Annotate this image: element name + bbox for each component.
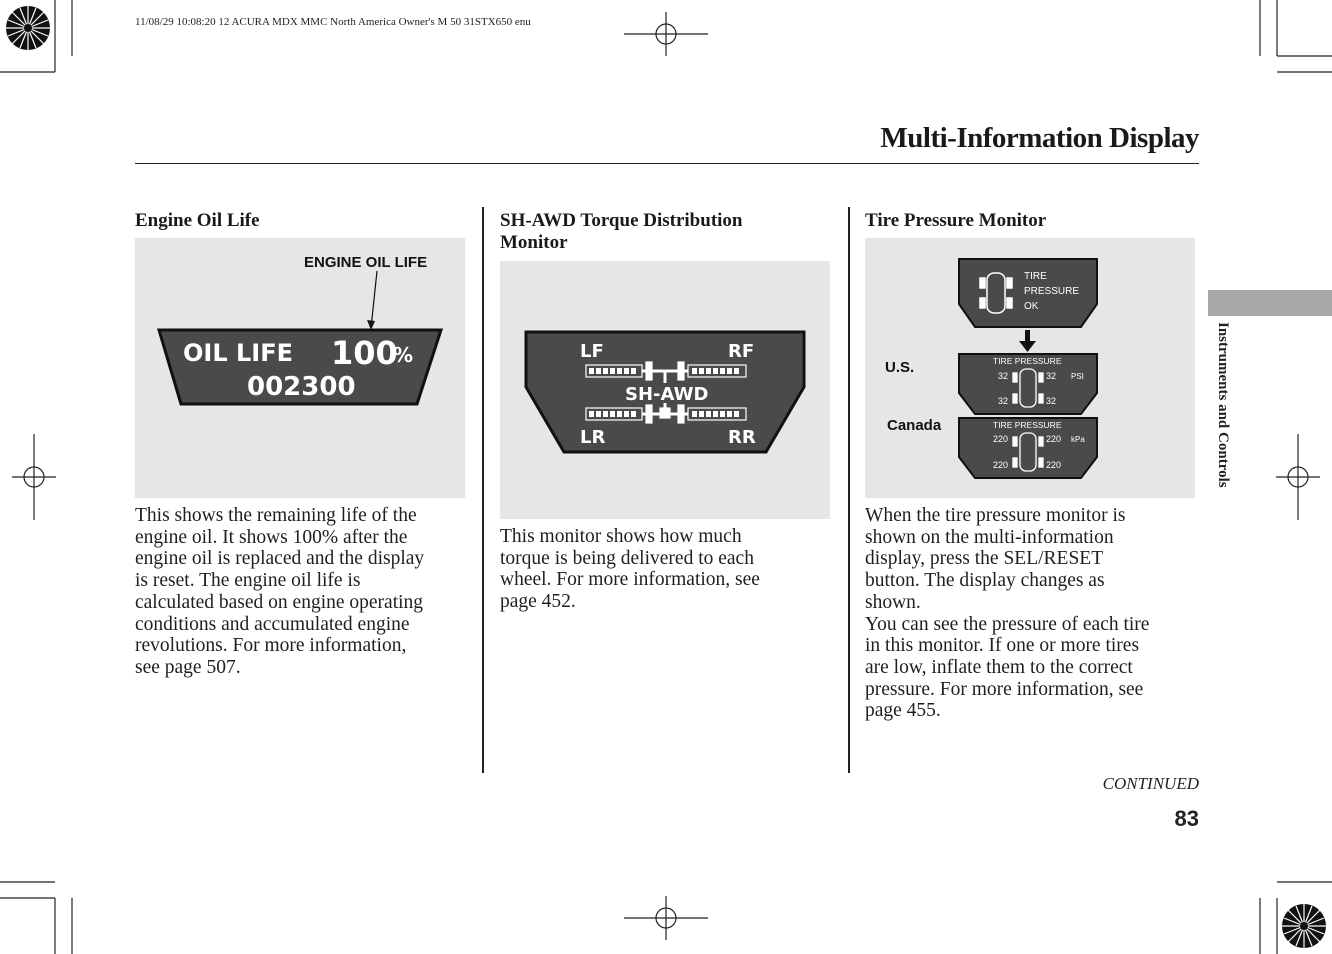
text-line: see page 507.	[135, 656, 241, 678]
text-line: display, press the SEL/RESET	[865, 548, 1104, 570]
engine-oil-life-heading: Engine Oil Life	[135, 210, 260, 231]
text-line: shown.	[865, 591, 921, 613]
column-divider	[482, 207, 484, 773]
sh-awd-heading	[500, 210, 743, 254]
us-front-right: 32	[1046, 371, 1057, 381]
text-line: in this monitor. If one or more tires	[865, 635, 1140, 657]
text-line: This shows the remaining life of the	[135, 505, 417, 526]
text-line: page 452.	[500, 591, 576, 613]
lf-label: LF	[580, 341, 604, 362]
text-line: You can see the pressure of each tire	[865, 613, 1150, 635]
engine-oil-life-callout: ENGINE OIL LIFE	[304, 254, 428, 271]
rr-label: RR	[728, 427, 756, 448]
canada-front-left: 220	[993, 434, 1009, 444]
continued-label: CONTINUED	[1102, 774, 1199, 793]
us-rear-right: 32	[1046, 396, 1057, 406]
ok-line-3: OK	[1024, 301, 1039, 312]
us-front-left: 32	[998, 371, 1009, 381]
text-line: engine oil is replaced and the display	[135, 548, 425, 570]
text-line: page 455.	[865, 700, 941, 722]
text-line: conditions and accumulated engine	[135, 613, 410, 635]
print-header: 11/08/29 10:08:20 12 ACURA MDX MMC North America Owner's M 50 31STX650 enu	[135, 16, 531, 28]
page-number: 83	[1174, 806, 1199, 831]
page-title: Multi-Information Display	[880, 122, 1199, 154]
sh-awd-label: SH-AWD	[625, 384, 709, 405]
oil-life-label: OIL LIFE	[183, 339, 293, 367]
canada-front-right: 220	[1046, 434, 1062, 444]
column-divider	[848, 207, 850, 773]
canada-label: Canada	[887, 417, 942, 434]
ok-line-2: PRESSURE	[1024, 286, 1080, 297]
odometer-value: 002300	[247, 372, 356, 402]
chapter-tab-label: Instruments and Controls	[1215, 322, 1231, 488]
canada-panel-title: TIRE PRESSURE	[993, 420, 1062, 430]
registration-target-icon	[1282, 904, 1326, 948]
tire-pressure-text	[865, 505, 1201, 722]
text-line: torque is being delivered to each	[500, 547, 754, 569]
sh-awd-display-illustration	[500, 261, 830, 519]
us-rear-left: 32	[998, 396, 1009, 406]
text-line: wheel. For more information, see	[500, 569, 760, 591]
us-label: U.S.	[885, 359, 915, 376]
canada-unit: kPa	[1071, 435, 1085, 444]
text-line: is reset. The engine oil life is	[135, 570, 361, 592]
heading-line: SH-AWD Torque Distribution	[500, 210, 743, 231]
engine-oil-life-text	[135, 505, 471, 679]
text-line: engine oil. It shows 100% after the	[135, 526, 408, 548]
arrow-down-icon	[1019, 341, 1036, 352]
text-line: pressure. For more information, see	[865, 678, 1144, 700]
sh-awd-text	[500, 526, 836, 613]
us-unit: PSI	[1071, 372, 1084, 381]
oil-life-percent-unit: %	[393, 343, 414, 367]
canada-rear-left: 220	[993, 460, 1009, 470]
tire-pressure-figure	[865, 238, 1195, 498]
text-line: shown on the multi-information	[865, 526, 1114, 548]
rf-label: RF	[728, 341, 755, 362]
chapter-tab	[1208, 290, 1332, 316]
oil-life-percent: 100	[331, 334, 398, 372]
oil-life-display-illustration	[135, 238, 465, 498]
tire-pressure-display-illustration	[865, 238, 1195, 498]
sh-awd-figure	[500, 261, 830, 519]
text-line: When the tire pressure monitor is	[865, 505, 1126, 526]
engine-oil-life-figure	[135, 238, 465, 498]
ok-line-1: TIRE	[1024, 271, 1047, 282]
registration-target-icon	[6, 6, 50, 50]
text-line: This monitor shows how much	[500, 526, 742, 547]
title-divider	[135, 163, 1199, 164]
heading-line: Monitor	[500, 232, 568, 253]
text-line: calculated based on engine operating	[135, 591, 424, 613]
text-line: are low, inflate them to the correct	[865, 656, 1133, 678]
text-line: button. The display changes as	[865, 570, 1105, 592]
us-panel-title: TIRE PRESSURE	[993, 356, 1062, 366]
tire-pressure-heading: Tire Pressure Monitor	[865, 210, 1047, 231]
canada-rear-right: 220	[1046, 460, 1062, 470]
lr-label: LR	[580, 427, 606, 448]
text-line: revolutions. For more information,	[135, 635, 407, 657]
